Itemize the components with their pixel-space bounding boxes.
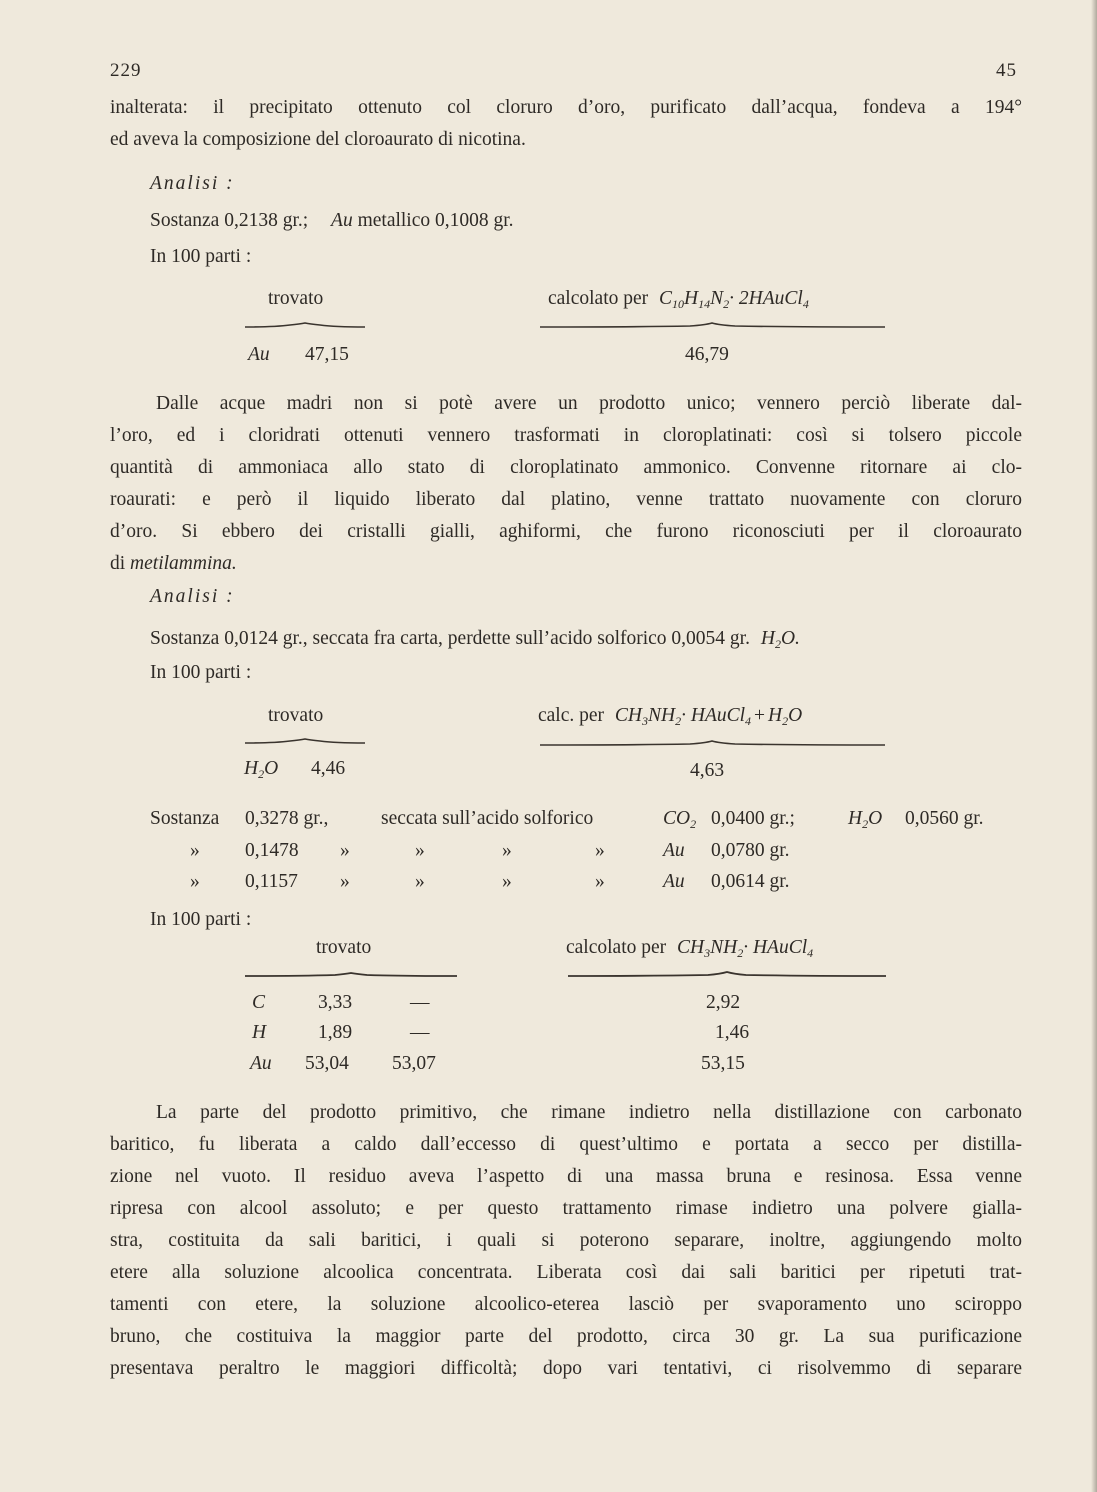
formula-sub: 14 (698, 297, 711, 311)
analysis-heading: Analisi : (150, 173, 235, 194)
formula-part: · HAuCl (681, 705, 746, 726)
ditto-mark: » (502, 840, 512, 861)
au-weight: 0,0780 gr. (711, 840, 790, 861)
formula-sub: 2 (782, 714, 789, 728)
text-line: stra, costituita da sali baritici, i quali si poterono separare, inoltre, aggiungendo molto (110, 1230, 1022, 1251)
formula-part: NH (710, 937, 738, 958)
text-line: d’oro. Si ebbero dei cristalli gialli, aghiformi, che furono riconosciuti per il cloroaurato (110, 521, 1022, 542)
formula-nicotine (659, 288, 809, 309)
formula-methylamine-water (615, 705, 802, 726)
ditto-mark: » (190, 871, 200, 892)
calc-value: 4,63 (690, 760, 725, 781)
calc-label: calcolato per (548, 288, 649, 309)
found-value-2: — (410, 1022, 430, 1043)
row-label (244, 758, 278, 780)
found-value: 1,89 (318, 1022, 353, 1043)
found-value-2: — (410, 992, 430, 1013)
formula-sub: 2 (737, 946, 744, 960)
found-value: 3,33 (318, 992, 353, 1013)
calc-header (548, 288, 809, 310)
found-value: 47,15 (305, 344, 349, 365)
text-line: presentava peraltro le maggiori difficoltà; dopo vari tentativi, ci risolvemmo di separare (110, 1358, 1022, 1379)
calc-value: 53,15 (701, 1053, 745, 1074)
formula-sub: 4 (745, 714, 752, 728)
co2-weight: 0,0400 gr.; (711, 808, 795, 829)
water-formula (761, 628, 800, 649)
formula-sub: 4 (802, 297, 809, 311)
text-line: ed aveva la composizione del cloroaurato di nicotina. (110, 129, 526, 150)
calc-label: calc. per (538, 705, 605, 726)
analysis-line (150, 628, 800, 650)
formula-part: C (659, 288, 673, 309)
formula-part: O (264, 758, 279, 779)
brace-divider (245, 322, 365, 330)
ditto-mark: » (190, 840, 200, 861)
row-label: Au (248, 344, 270, 365)
ditto-mark: » (595, 840, 605, 861)
formula-part: · HAuCl (743, 937, 808, 958)
row-label: Au (250, 1053, 272, 1074)
found-header: trovato (268, 705, 324, 726)
formula-part: CH (614, 705, 643, 726)
formula-part: · 2HAuCl (729, 288, 803, 309)
formula-sub: 4 (807, 946, 814, 960)
ditto-mark: » (415, 871, 425, 892)
au-symbol: Au (663, 840, 685, 861)
au-symbol: Au (663, 871, 685, 892)
au-weight: 0,0614 gr. (711, 871, 790, 892)
compound-name: metilammina. (130, 553, 237, 574)
formula-part: H (760, 628, 775, 649)
ditto-mark: » (415, 840, 425, 861)
text-line: ripresa con alcool assoluto; e per questo trattamento rimase indietro una polvere gialla- (110, 1198, 1022, 1219)
ditto-mark: » (340, 840, 350, 861)
sostanza-label: Sostanza (150, 808, 220, 829)
formula-part: CO (663, 808, 691, 829)
sostanza-weight: 0,1157 (245, 871, 298, 892)
brace-divider (568, 971, 886, 979)
formula-sub: 2 (723, 297, 730, 311)
text-line: tamenti con etere, la soluzione alcoolico-eterea lasciò per svaporamento uno sciroppo (110, 1294, 1022, 1315)
found-value-2: 53,07 (392, 1053, 436, 1074)
sostanza-weight: 0,3278 gr., (245, 808, 329, 829)
parts-label: In 100 parti : (150, 662, 252, 683)
water-formula (848, 808, 882, 830)
paragraph-intro (110, 92, 1022, 156)
text-line: l’oro, ed i cloridrati ottenuti vennero trasformati in cloroplatinati: così si tolsero piccole (110, 425, 1022, 446)
formula-sub: 10 (672, 297, 685, 311)
formula-sub: 2 (675, 714, 682, 728)
ditto-mark: » (595, 871, 605, 892)
sample-weight: Sostanza 0,2138 gr.; (150, 210, 309, 231)
text-line: La parte del prodotto primitivo, che rimane indietro nella distillazione con carbonato (156, 1102, 1022, 1123)
text-line: bruno, che costituiva la maggior parte del prodotto, circa 30 gr. La sua purificazione (110, 1326, 1022, 1347)
brace-divider (540, 740, 885, 748)
text-line (110, 548, 1022, 580)
text-line: inalterata: il precipitato ottenuto col cloruro d’oro, purificato dall’acqua, fondeva a 194° (110, 97, 1022, 118)
found-header: trovato (316, 937, 372, 958)
formula-part: CH (677, 937, 705, 958)
formula-part: O (788, 705, 803, 726)
formula-part: N (710, 288, 724, 309)
sostanza-text: seccata sull’acido solforico (381, 808, 594, 829)
formula-sub: 2 (690, 817, 697, 831)
co2-formula (663, 808, 696, 830)
analysis-line (150, 210, 514, 232)
formula-part: O (868, 808, 883, 829)
calc-header (538, 705, 802, 727)
sostanza-weight: 0,1478 (245, 840, 299, 861)
formula-methylamine (677, 937, 813, 958)
formula-sub: 2 (258, 767, 265, 781)
au-symbol: Au (331, 210, 353, 231)
brace-divider (245, 971, 457, 979)
page-number-left: 229 (110, 60, 142, 81)
text-line: zione nel vuoto. Il residuo aveva l’aspetto di una massa bruna e resinosa. Essa venne (110, 1166, 1022, 1187)
found-value: 53,04 (305, 1053, 349, 1074)
formula-sub: 2 (862, 817, 869, 831)
sample-description: Sostanza 0,0124 gr., seccata fra carta, perdette sull’acido solforico 0,0054 gr. (150, 628, 750, 649)
text-line: baritico, fu liberata a caldo dall’eccesso di quest’ultimo e portata a secco per distilla- (110, 1134, 1022, 1155)
calc-label: calcolato per (566, 937, 667, 958)
formula-part: + (754, 705, 766, 726)
page-edge-shadow (1091, 0, 1097, 1492)
calc-header (566, 937, 813, 959)
formula-sub: 3 (642, 714, 649, 728)
formula-part: NH (648, 705, 676, 726)
formula-part: H (848, 808, 863, 829)
formula-sub: 3 (704, 946, 711, 960)
parts-label: In 100 parti : (150, 246, 252, 267)
parts-label: In 100 parti : (150, 909, 252, 930)
brace-divider (540, 322, 885, 330)
text-line: etere alla soluzione alcoolica concentrata. Liberata così dai sali baritici per ripetuti trat- (110, 1262, 1022, 1283)
text-line: roaurati: e però il liquido liberato dal platino, venne trattato nuovamente con cloruro (110, 489, 1022, 510)
paragraph-third (110, 1097, 1022, 1387)
calc-value: 46,79 (685, 344, 729, 365)
water-weight: 0,0560 gr. (905, 808, 984, 829)
formula-sub: 2 (774, 637, 781, 651)
formula-part: H (244, 758, 259, 779)
formula-part: O. (780, 628, 800, 649)
au-weight: metallico 0,1008 gr. (357, 210, 514, 231)
text-line: Dalle acque madri non si potè avere un prodotto unico; vennero perciò liberate dal- (156, 393, 1022, 414)
paragraph-second (110, 388, 1022, 580)
formula-part: H (684, 288, 699, 309)
text-fragment: di (110, 553, 126, 574)
row-label: C (252, 992, 266, 1013)
calc-value: 2,92 (706, 992, 741, 1013)
calc-value: 1,46 (715, 1022, 750, 1043)
analysis-heading: Analisi : (150, 586, 235, 607)
page-number-right: 45 (996, 60, 1017, 81)
found-header: trovato (268, 288, 324, 309)
ditto-mark: » (340, 871, 350, 892)
row-label: H (252, 1022, 267, 1043)
found-value: 4,46 (311, 758, 346, 779)
brace-divider (245, 738, 365, 746)
ditto-mark: » (502, 871, 512, 892)
formula-part: H (768, 705, 783, 726)
text-line: quantità di ammoniaca allo stato di cloroplatinato ammonico. Convenne ritornare ai clo- (110, 457, 1022, 478)
